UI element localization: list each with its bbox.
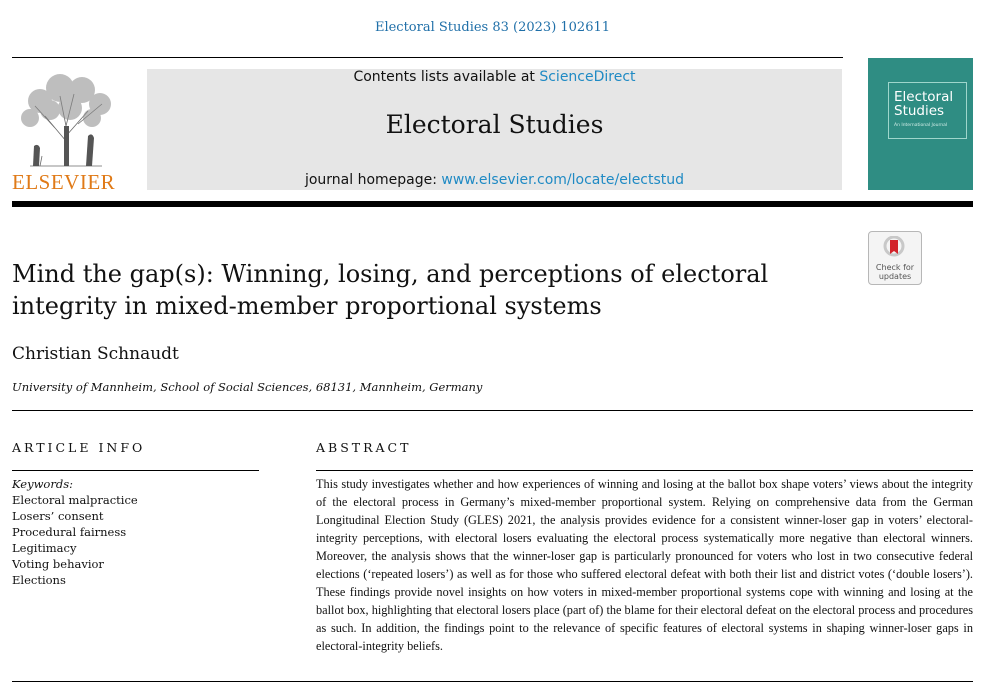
keyword-item: Electoral malpractice <box>12 493 138 507</box>
keywords-label: Keywords: <box>12 477 73 491</box>
check-for-updates-icon <box>883 236 905 262</box>
sciencedirect-link[interactable]: ScienceDirect <box>539 69 636 85</box>
journal-cover-thumbnail[interactable] <box>868 58 973 190</box>
article-info-divider <box>12 470 259 471</box>
cover-subtitle: An International Journal <box>894 123 948 128</box>
journal-title: Electoral Studies <box>385 110 604 139</box>
check-for-updates-label <box>869 263 921 281</box>
cover-title <box>894 90 953 118</box>
keyword-item: Elections <box>12 573 66 587</box>
section-divider <box>12 410 973 411</box>
contents-line <box>147 69 842 85</box>
check-for-updates-button[interactable] <box>868 231 922 285</box>
abstract-heading: ABSTRACT <box>316 440 412 455</box>
homepage-prefix: journal homepage: <box>304 172 442 188</box>
bottom-divider <box>12 681 973 682</box>
contents-prefix: Contents lists available at <box>353 69 540 85</box>
journal-citation[interactable]: Electoral Studies 83 (2023) 102611 <box>374 20 611 35</box>
keywords-block <box>12 476 138 588</box>
keyword-item: Legitimacy <box>12 541 77 555</box>
keyword-item: Voting behavior <box>12 557 104 571</box>
cover-title-line2: Studies <box>894 103 945 119</box>
header-thick-divider <box>12 201 973 207</box>
author-name[interactable]: Christian Schnaudt <box>12 344 179 364</box>
article-title: Mind the gap(s): Winning, losing, and perceptions of electoral integrity in mixed-member proportional systems <box>12 260 769 320</box>
author-affiliation: University of Mannheim, School of Social Sciences, 68131, Mannheim, Germany <box>12 380 483 394</box>
header-divider <box>12 57 843 58</box>
abstract-divider <box>316 470 973 471</box>
check-line2: updates <box>878 272 912 281</box>
abstract-text: This study investigates whether and how experiences of winning and losing at the ballot box shape voters’ views about the integrity of the electoral process in Germany’s mixed-member proportional system. Relying on comprehensive data from the German Longitudinal Election Study (GLES) 2021, the analysis provides evidence for a consistent winner-loser gap in voters’ electoral-integrity perceptions, with electoral losers evaluating the electoral process systematically more negative than electoral winners. Moreover, the analysis shows that the winner-loser gap is particularly pronounced for voters who lost in two consecutive federal elections (‘repeated losers’) as well as for those who suffered electoral defeat with both their list and district votes (‘double losers’). These findings provide novel insights on how voters in mixed-member proportional systems cope with winning and losing at the ballot box, highlighting that electoral losers place (part of) the blame for their electoral defeat on the electoral process and procedures as such. In addition, the findings point to the relevance of specific features of electoral systems in shaping winner-loser gaps in electoral-integrity beliefs. <box>316 477 973 653</box>
keyword-item: Procedural fairness <box>12 525 127 539</box>
elsevier-wordmark: ELSEVIER <box>12 170 116 194</box>
check-line1: Check for <box>875 263 915 272</box>
article-info-heading: ARTICLE INFO <box>12 440 146 455</box>
cover-title-line1: Electoral <box>894 89 954 105</box>
journal-homepage-link[interactable]: www.elsevier.com/locate/electstud <box>441 172 685 188</box>
journal-homepage-line <box>147 172 842 188</box>
keyword-item: Losers’ consent <box>12 509 104 523</box>
